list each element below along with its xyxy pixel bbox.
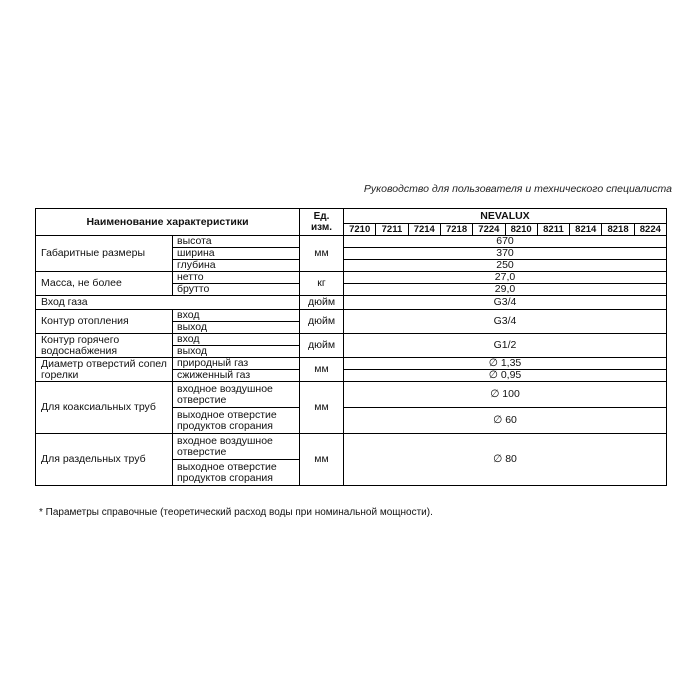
mass-net-label: нетто <box>173 272 300 284</box>
dimension-depth-label: глубина <box>173 260 300 272</box>
liquefied-gas-label: сжиженный газ <box>173 370 300 382</box>
model-number: 7210 <box>344 224 376 236</box>
specifications-table <box>35 208 667 486</box>
model-number: 8214 <box>570 224 602 236</box>
table-row <box>36 382 667 408</box>
table-row <box>36 296 667 310</box>
dimensions-unit: мм <box>300 236 344 272</box>
separate-value: ∅ 80 <box>344 434 667 486</box>
footnote: * Параметры справочные (теоретический расход воды при номинальной мощности). <box>39 507 433 518</box>
nozzle-diameter-label: Диаметр отверстий сопел горелки <box>36 358 173 382</box>
dimension-depth-value: 250 <box>344 260 667 272</box>
separate-air-inlet-label: входное воздушное отверстие <box>173 434 300 460</box>
model-number: 8211 <box>537 224 569 236</box>
hot-water-unit: дюйм <box>300 334 344 358</box>
coaxial-unit: мм <box>300 382 344 434</box>
liquefied-gas-value: ∅ 0,95 <box>344 370 667 382</box>
nozzle-unit: мм <box>300 358 344 382</box>
heating-outlet-label: выход <box>173 322 300 334</box>
dimension-height-label: высота <box>173 236 300 248</box>
hot-water-value: G1/2 <box>344 334 667 358</box>
dimension-width-value: 370 <box>344 248 667 260</box>
heating-unit: дюйм <box>300 310 344 334</box>
table-row <box>36 434 667 460</box>
separate-exhaust-label: выходное отверстие продуктов сгорания <box>173 460 300 486</box>
natural-gas-value: ∅ 1,35 <box>344 358 667 370</box>
model-number: 8224 <box>634 224 666 236</box>
heating-value: G3/4 <box>344 310 667 334</box>
hot-water-outlet-label: выход <box>173 346 300 358</box>
separate-unit: мм <box>300 434 344 486</box>
mass-gross-value: 29,0 <box>344 284 667 296</box>
hot-water-circuit-label: Контур горячего водоснабжения <box>36 334 173 358</box>
mass-net-value: 27,0 <box>344 272 667 284</box>
table-row <box>36 310 667 322</box>
dimension-width-label: ширина <box>173 248 300 260</box>
dimensions-label: Габаритные размеры <box>36 236 173 272</box>
hot-water-inlet-label: вход <box>173 334 300 346</box>
gas-inlet-label: Вход газа <box>36 296 300 310</box>
header-brand: NEVALUX <box>344 209 667 224</box>
header-characteristic-name: Наименование характеристики <box>36 209 300 236</box>
heating-circuit-label: Контур отопления <box>36 310 173 334</box>
table-row <box>36 272 667 284</box>
natural-gas-label: природный газ <box>173 358 300 370</box>
mass-label: Масса, не более <box>36 272 173 296</box>
model-number: 8210 <box>505 224 537 236</box>
header-row <box>36 209 667 224</box>
header-unit: Ед. изм. <box>300 209 344 236</box>
table-row <box>36 334 667 346</box>
model-number: 7211 <box>376 224 408 236</box>
separate-pipes-label: Для раздельных труб <box>36 434 173 486</box>
gas-inlet-unit: дюйм <box>300 296 344 310</box>
model-number: 7224 <box>473 224 505 236</box>
heating-inlet-label: вход <box>173 310 300 322</box>
model-number: 7214 <box>408 224 440 236</box>
gas-inlet-value: G3/4 <box>344 296 667 310</box>
mass-unit: кг <box>300 272 344 296</box>
document-caption: Руководство для пользователя и технического специалиста <box>363 183 672 195</box>
coaxial-air-inlet-value: ∅ 100 <box>344 382 667 408</box>
dimension-height-value: 670 <box>344 236 667 248</box>
coaxial-exhaust-label: выходное отверстие продуктов сгорания <box>173 408 300 434</box>
table-row <box>36 358 667 370</box>
model-number: 7218 <box>440 224 472 236</box>
coaxial-exhaust-value: ∅ 60 <box>344 408 667 434</box>
model-number: 8218 <box>602 224 634 236</box>
mass-gross-label: брутто <box>173 284 300 296</box>
coaxial-air-inlet-label: входное воздушное отверстие <box>173 382 300 408</box>
table-row <box>36 236 667 248</box>
coaxial-pipes-label: Для коаксиальных труб <box>36 382 173 434</box>
